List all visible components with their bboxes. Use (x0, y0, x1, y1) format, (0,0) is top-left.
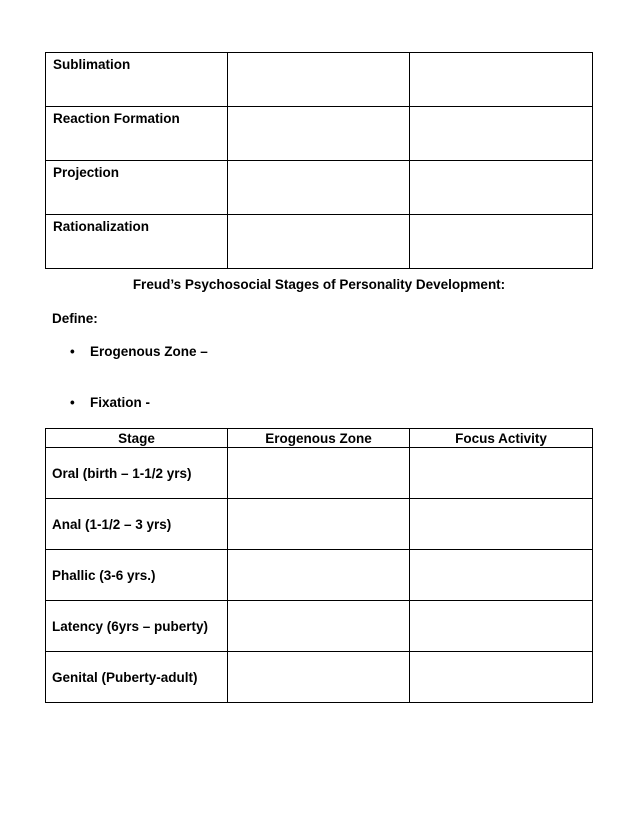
answer-cell[interactable] (228, 215, 410, 269)
define-term: Fixation - (90, 395, 150, 410)
answer-cell[interactable] (228, 550, 410, 601)
answer-cell[interactable] (410, 107, 593, 161)
define-term: Erogenous Zone – (90, 344, 208, 359)
answer-cell[interactable] (410, 161, 593, 215)
table-row (46, 601, 593, 652)
define-label: Define: (52, 311, 98, 326)
answer-cell[interactable] (410, 53, 593, 107)
answer-cell[interactable] (410, 215, 593, 269)
answer-cell[interactable] (228, 107, 410, 161)
bullet-icon: • (70, 395, 75, 410)
stage-cell: Oral (birth – 1-1/2 yrs) (46, 448, 228, 499)
list-item (70, 344, 208, 395)
table-row (46, 499, 593, 550)
term-cell: Sublimation (46, 53, 228, 107)
column-header-erogenous-zone: Erogenous Zone (228, 429, 410, 448)
answer-cell[interactable] (410, 448, 593, 499)
table-row (46, 550, 593, 601)
column-header-focus-activity: Focus Activity (410, 429, 593, 448)
term-cell: Rationalization (46, 215, 228, 269)
answer-cell[interactable] (228, 601, 410, 652)
answer-cell[interactable] (228, 161, 410, 215)
answer-cell[interactable] (410, 499, 593, 550)
section-heading: Freud’s Psychosocial Stages of Personality Development: (132, 277, 506, 292)
table-row (46, 53, 593, 107)
table-row (46, 161, 593, 215)
answer-cell[interactable] (228, 499, 410, 550)
stage-cell: Phallic (3-6 yrs.) (46, 550, 228, 601)
table-row (46, 652, 593, 703)
table-row (46, 107, 593, 161)
answer-cell[interactable] (228, 448, 410, 499)
defense-mechanisms-table (45, 52, 593, 269)
answer-cell[interactable] (410, 652, 593, 703)
table-row (46, 448, 593, 499)
stages-table (45, 428, 593, 703)
term-cell: Projection (46, 161, 228, 215)
stage-cell: Latency (6yrs – puberty) (46, 601, 228, 652)
answer-cell[interactable] (410, 601, 593, 652)
table-row (46, 215, 593, 269)
term-cell: Reaction Formation (46, 107, 228, 161)
table-header-row (46, 429, 593, 448)
stage-cell: Genital (Puberty-adult) (46, 652, 228, 703)
bullet-icon: • (70, 344, 75, 359)
answer-cell[interactable] (228, 652, 410, 703)
column-header-stage: Stage (46, 429, 228, 448)
answer-cell[interactable] (228, 53, 410, 107)
stage-cell: Anal (1-1/2 – 3 yrs) (46, 499, 228, 550)
answer-cell[interactable] (410, 550, 593, 601)
